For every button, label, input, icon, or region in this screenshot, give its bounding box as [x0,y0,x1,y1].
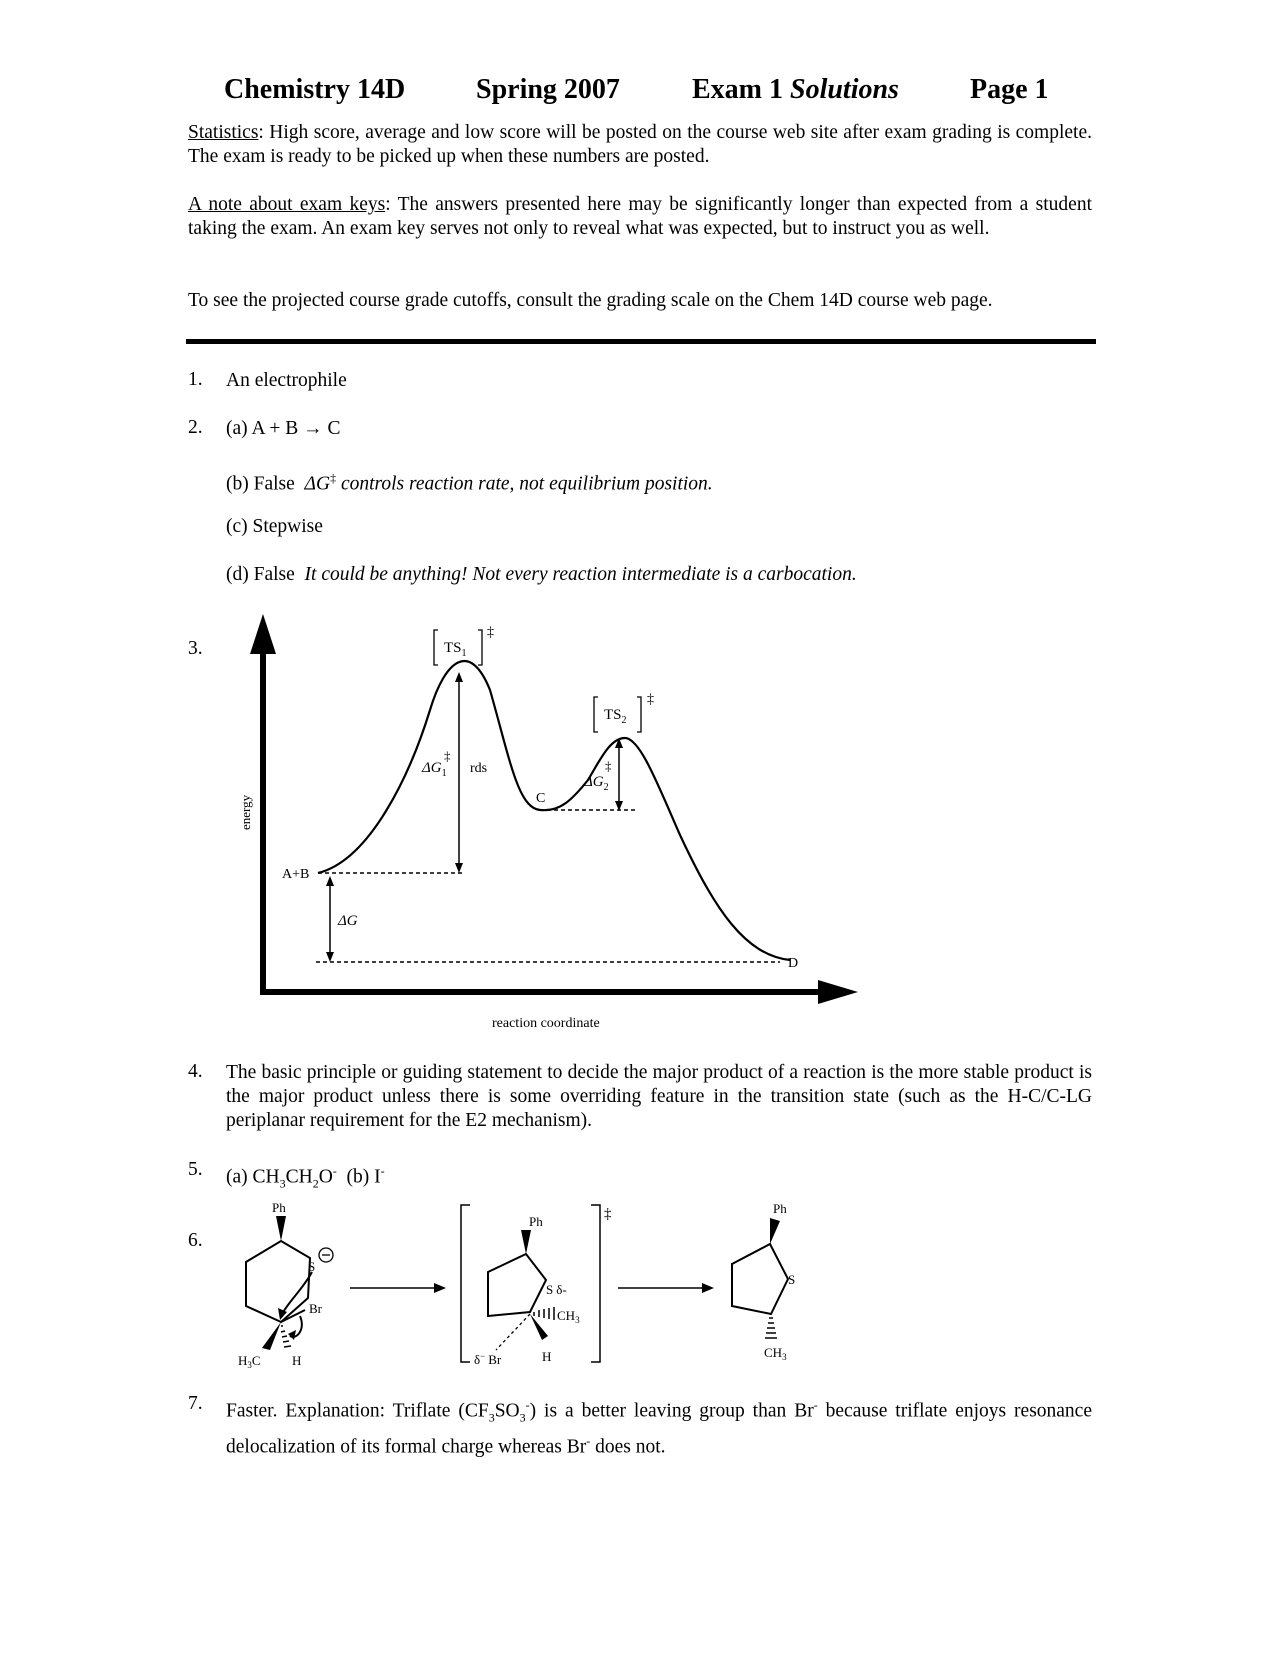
header-term: Spring 2007 [476,74,620,105]
product-ch3-hash [765,1318,777,1338]
reactant-ch3-wedge [262,1322,281,1350]
q5a-label: (a) CH [226,1166,280,1188]
q3-number: 3. [188,638,203,659]
product-ph-wedge [770,1218,780,1244]
ts1-dagger: ‡ [487,625,494,640]
reactant-h-label: H [292,1353,302,1368]
header-course: Chemistry 14D [224,74,406,105]
ts-bracket-left [461,1205,470,1362]
x-axis-label: reaction coordinate [492,1016,600,1031]
reactant-h-hash [281,1326,291,1347]
q2-number: 2. [188,417,203,438]
reaction-arrow-1-head [434,1283,446,1293]
ts-ring [488,1254,546,1316]
product-s-label: S [788,1272,796,1287]
ts-h-label: H [542,1349,552,1364]
q7-text-1: Faster. Explanation: Triflate (CF [226,1400,489,1422]
product-ph-label: Ph [773,1201,787,1216]
reactant-ring [246,1241,310,1322]
q2d-text: It could be anything! Not every reaction intermediate is a carbocation. [304,564,857,585]
q1-number: 1. [188,369,203,390]
product-ring [732,1244,788,1314]
q2a-answer: (a) A + B → C [226,418,341,439]
ts-ch3-hash [534,1307,554,1320]
note-label: A note about exam keys [188,194,386,215]
q4-answer: The basic principle or guiding statement to decide the major product of a reaction is the more stable product is the major product unless there is some overriding feature in the transition state (such as the H-C/C-LG periplanar requirement for the E2 mechanism). [226,1062,1092,1131]
reactant-s-label: S [308,1259,316,1274]
product-ch3-label: $CH_3$ [764,1345,787,1362]
ts-s-delta-label: S δ- [546,1282,567,1297]
q7-text-4: does not. [590,1436,666,1458]
q7-answer: Faster. Explanation: Triflate $(CF_3SO_3^-)$ is a better leaving group than Br- because triflate enjoys resonance delocalization of its formal charge whereas Br- does not. [226,1398,1092,1458]
reaction-arrow-2-head [702,1283,714,1293]
header-exam-prefix: Exam 1 [692,74,783,105]
reactant-br-label: Br [309,1301,322,1316]
ts2-dagger: ‡ [647,692,654,707]
ts-br-label: δ− Br [474,1351,502,1367]
q5b-label: (b) I [346,1166,381,1188]
q2b-dagger: ‡ [330,471,337,485]
cutoffs-paragraph: To see the projected course grade cutoffs, consult the grading scale on the Chem 14D course web page. [188,290,993,311]
c-label: C [536,791,546,806]
q6-number: 6. [188,1230,203,1251]
q2d-prefix: (d) False [226,564,295,585]
reactant-h3c-label: $H_3C$ [238,1353,261,1370]
reactant-ph-wedge [276,1216,286,1241]
ab-label: A+B [282,867,310,882]
y-axis-label: energy [238,794,253,830]
ts2-label: $TS_2$ [604,707,627,726]
header-exam-solutions: Solutions [790,74,899,105]
dg1-label: $\Delta G_1$ [422,760,447,779]
statistics-label: Statistics [188,122,259,143]
reactant-ph-label: Ph [272,1200,286,1215]
q4-number: 4. [188,1061,203,1082]
q1-answer: An electrophile [226,370,347,391]
q7-text-2: ) is a better leaving group than Br [529,1400,814,1422]
dg1-dagger: ‡ [444,748,451,763]
q2c-answer: (c) Stepwise [226,516,323,537]
d-label: D [788,956,799,971]
ts-bracket-right [591,1205,600,1362]
statistics-text: : High score, average and low score will be posted on the course web site after exam grading is complete. The exam is ready to be picked up when these numbers are posted. [188,122,1092,167]
ts-ph-label: Ph [529,1214,543,1229]
q5-number: 5. [188,1159,203,1180]
dg2-label: $\Delta G_2$ [584,774,609,793]
ts-h-wedge [530,1314,548,1340]
q2b-prefix: (b) False [226,473,295,495]
dg-label: ΔG [338,913,358,929]
ts-dagger: ‡ [604,1206,612,1222]
ts1-label: $TS_1$ [444,640,467,659]
q5-answer: (a) $CH_3CH_2O^-$ (b) I- [226,1164,385,1191]
q2b-delta-g: ΔG [304,473,331,495]
note-text: : The answers presented here may be significantly longer than expected from a student taking the exam. An exam key serves not only to reveal what was expected, but to instruct you as well. [188,194,1092,239]
dg2-dagger: ‡ [605,758,612,773]
q7-number: 7. [188,1393,203,1414]
curved-arrow-bromide-head [288,1330,296,1340]
q2b-text: controls reaction rate, not equilibrium position. [336,473,713,495]
ts-partial-br-bond [496,1314,530,1350]
q7-text-3: because triflate enjoys resonance delocalization of its formal charge whereas Br [226,1400,1092,1458]
header-page: Page 1 [970,74,1049,105]
ts-ph-wedge [521,1230,531,1254]
ts-ch3-label: $CH_3$ [557,1308,580,1325]
rds-label: rds [470,761,488,776]
